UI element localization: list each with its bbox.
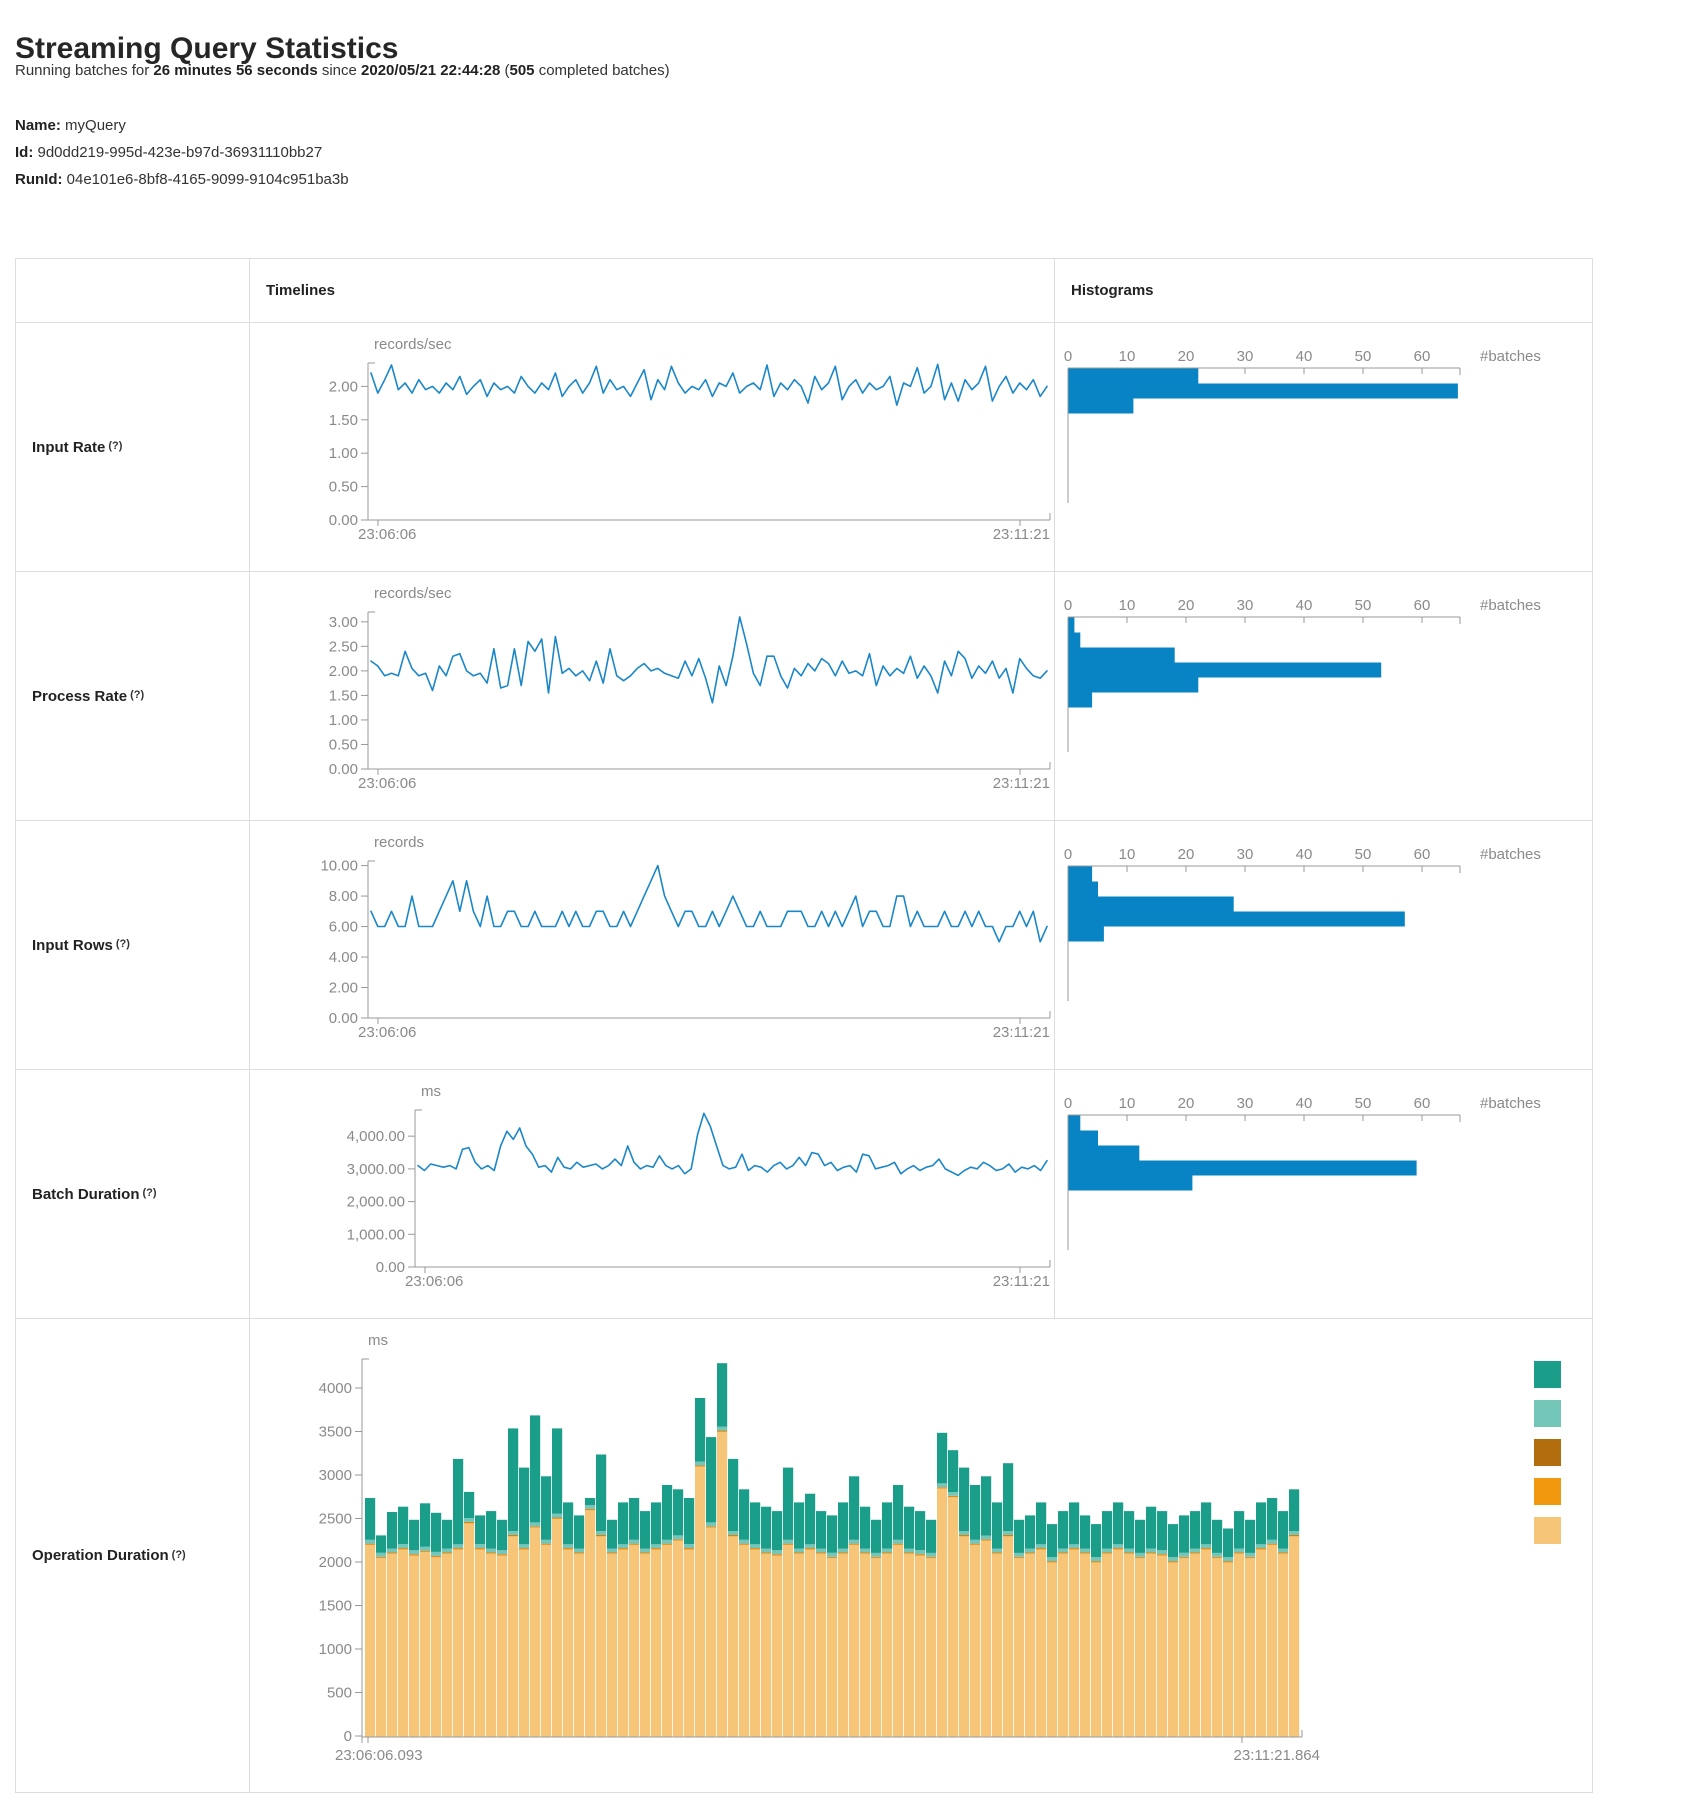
query-name-row (15, 112, 349, 139)
table-row-input-rate (16, 323, 1592, 572)
svg-text:1000: 1000 (318, 1641, 352, 1658)
input-rows-timeline-chart (250, 821, 1055, 1069)
svg-text:23:06:06: 23:06:06 (405, 1273, 464, 1290)
svg-text:23:06:06: 23:06:06 (358, 526, 417, 543)
batch-duration-timeline-chart (250, 1070, 1055, 1318)
svg-text:2000: 2000 (318, 1554, 352, 1571)
process-rate-timeline-chart (250, 572, 1055, 820)
start-timestamp: 2020/05/21 22:44:28 (361, 62, 501, 79)
svg-text:50: 50 (1354, 348, 1372, 365)
svg-text:0: 0 (1063, 846, 1073, 863)
svg-text:50: 50 (1354, 1095, 1372, 1112)
svg-text:ms: ms (421, 1083, 441, 1100)
completed-batches-count: 505 (509, 62, 535, 79)
metric-label-text: Batch Duration (32, 1185, 140, 1203)
svg-text:1.00: 1.00 (328, 711, 358, 729)
svg-text:4,000.00: 4,000.00 (346, 1128, 405, 1146)
metric-label-input-rate (16, 323, 250, 571)
svg-text:8.00: 8.00 (328, 888, 358, 906)
svg-text:500: 500 (326, 1684, 352, 1702)
svg-text:23:06:06.093: 23:06:06.093 (335, 1747, 423, 1764)
svg-text:1.50: 1.50 (328, 411, 358, 429)
svg-text:1.50: 1.50 (328, 687, 358, 705)
svg-text:30: 30 (1236, 1095, 1254, 1112)
metric-label-text: Input Rate (32, 438, 106, 456)
svg-text:60: 60 (1413, 348, 1431, 365)
svg-text:records: records (374, 834, 425, 851)
svg-text:0.00: 0.00 (328, 512, 358, 529)
svg-text:records/sec: records/sec (374, 336, 452, 353)
svg-text:0: 0 (1063, 348, 1073, 365)
svg-text:60: 60 (1413, 597, 1431, 614)
statistics-table (15, 258, 1593, 1793)
svg-text:2.00: 2.00 (328, 662, 358, 680)
header-histograms: Histograms (1071, 282, 1154, 299)
svg-text:23:11:21.864: 23:11:21.864 (1233, 1747, 1320, 1764)
metric-label-text: Input Rows (32, 936, 113, 954)
svg-text:10: 10 (1118, 348, 1136, 365)
svg-text:ms: ms (368, 1332, 388, 1349)
svg-text:1.00: 1.00 (328, 445, 358, 463)
svg-text:0.50: 0.50 (328, 736, 358, 754)
svg-text:0: 0 (343, 1728, 352, 1745)
svg-text:2,000.00: 2,000.00 (346, 1193, 405, 1211)
svg-text:3,000.00: 3,000.00 (346, 1160, 405, 1178)
svg-text:2.50: 2.50 (328, 638, 358, 656)
running-duration: 26 minutes 56 seconds (153, 62, 318, 79)
operation-duration-stacked-chart (250, 1319, 1592, 1792)
process-rate-histogram-chart (1055, 572, 1592, 820)
svg-text:1,000.00: 1,000.00 (346, 1226, 405, 1244)
svg-text:20: 20 (1177, 348, 1195, 365)
batch-duration-histogram-chart (1055, 1070, 1592, 1318)
query-id-row (15, 139, 349, 166)
svg-text:10: 10 (1118, 597, 1136, 614)
svg-text:50: 50 (1354, 597, 1372, 614)
svg-text:60: 60 (1413, 1095, 1431, 1112)
svg-text:#batches: #batches (1480, 846, 1541, 863)
svg-text:4.00: 4.00 (328, 949, 358, 967)
svg-text:20: 20 (1177, 1095, 1195, 1112)
svg-text:50: 50 (1354, 846, 1372, 863)
svg-text:0.00: 0.00 (328, 761, 358, 778)
query-runid-row (15, 166, 349, 193)
svg-text:1500: 1500 (318, 1597, 352, 1615)
metric-label-text: Process Rate (32, 687, 128, 705)
svg-text:23:11:21: 23:11:21 (992, 526, 1050, 543)
table-header-row (16, 259, 1592, 323)
query-metadata (15, 112, 349, 193)
id-value: 9d0dd219-995d-423e-b97d-36931110bb27 (33, 144, 323, 161)
svg-text:3500: 3500 (318, 1423, 352, 1441)
svg-text:0: 0 (1063, 1095, 1073, 1112)
since-word: since (317, 62, 362, 79)
help-icon[interactable]: (?) (171, 1548, 186, 1561)
svg-text:2500: 2500 (318, 1510, 352, 1528)
svg-text:4000: 4000 (318, 1380, 352, 1397)
svg-text:0.50: 0.50 (328, 478, 358, 496)
svg-text:2.00: 2.00 (328, 979, 358, 997)
metric-label-process-rate (16, 572, 250, 820)
svg-text:23:11:21: 23:11:21 (992, 1273, 1050, 1290)
metric-label-text: Operation Duration (32, 1547, 169, 1564)
header-timelines: Timelines (250, 259, 1055, 322)
svg-text:#batches: #batches (1480, 1095, 1541, 1112)
svg-text:23:11:21: 23:11:21 (992, 775, 1050, 792)
name-label: Name: (15, 117, 61, 134)
id-label: Id: (15, 144, 34, 161)
svg-text:10.00: 10.00 (320, 857, 358, 875)
open-paren: ( (500, 62, 510, 79)
svg-text:60: 60 (1413, 846, 1431, 863)
summary-suffix: completed batches) (534, 62, 670, 79)
running-batches-summary (15, 62, 670, 79)
header-blank-cell (16, 259, 250, 322)
svg-text:0.00: 0.00 (328, 1010, 358, 1027)
svg-text:30: 30 (1236, 348, 1254, 365)
summary-prefix: Running batches for (15, 62, 154, 79)
svg-text:40: 40 (1295, 1095, 1313, 1112)
svg-text:30: 30 (1236, 846, 1254, 863)
runid-label: RunId: (15, 171, 63, 188)
svg-text:0.00: 0.00 (375, 1259, 405, 1276)
svg-text:2.00: 2.00 (328, 378, 358, 396)
svg-text:0: 0 (1063, 597, 1073, 614)
help-icon[interactable]: (?) (142, 1187, 157, 1199)
metric-label-batch-duration (16, 1070, 250, 1318)
page-title: Streaming Query Statistics (15, 32, 399, 66)
svg-text:10: 10 (1118, 846, 1136, 863)
svg-text:20: 20 (1177, 597, 1195, 614)
name-value: myQuery (60, 117, 126, 134)
svg-text:40: 40 (1295, 348, 1313, 365)
metric-label-input-rows (16, 821, 250, 1069)
svg-text:10: 10 (1118, 1095, 1136, 1112)
table-row-process-rate (16, 572, 1592, 821)
svg-text:records/sec: records/sec (374, 585, 452, 602)
input-rows-histogram-chart (1055, 821, 1592, 1069)
svg-text:40: 40 (1295, 846, 1313, 863)
input-rate-timeline-chart (250, 323, 1055, 571)
runid-value: 04e101e6-8bf8-4165-9099-9104c951ba3b (62, 171, 349, 188)
table-row-batch-duration (16, 1070, 1592, 1319)
table-row-input-rows (16, 821, 1592, 1070)
metric-label-operation-duration (16, 1319, 250, 1792)
svg-text:20: 20 (1177, 846, 1195, 863)
svg-text:6.00: 6.00 (328, 918, 358, 936)
svg-text:3.00: 3.00 (328, 613, 358, 631)
table-row-operation-duration (16, 1319, 1592, 1792)
svg-text:#batches: #batches (1480, 348, 1541, 365)
help-icon[interactable]: (?) (130, 689, 145, 701)
help-icon[interactable]: (?) (108, 440, 123, 452)
svg-text:23:06:06: 23:06:06 (358, 775, 417, 792)
input-rate-histogram-chart (1055, 323, 1592, 571)
svg-text:23:06:06: 23:06:06 (358, 1024, 417, 1041)
help-icon[interactable]: (?) (115, 938, 130, 950)
svg-text:30: 30 (1236, 597, 1254, 614)
svg-text:#batches: #batches (1480, 597, 1541, 614)
svg-text:3000: 3000 (318, 1467, 352, 1484)
svg-text:40: 40 (1295, 597, 1313, 614)
svg-text:23:11:21: 23:11:21 (992, 1024, 1050, 1041)
